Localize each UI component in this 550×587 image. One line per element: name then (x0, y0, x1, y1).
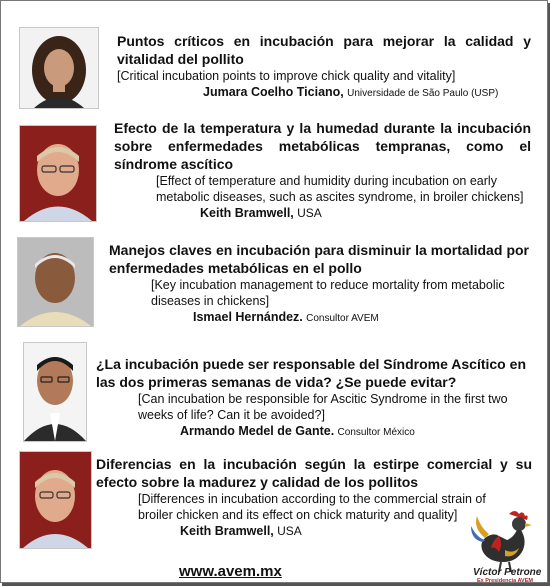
logo-name: Víctor Petrone (473, 567, 542, 578)
talk-3 (109, 241, 529, 327)
talk-speaker (117, 84, 531, 102)
talk-title: Manejos claves en incubación para disminuir la mortalidad por enfermedades metabólicas en el pollo (109, 242, 529, 276)
speaker-photo-5 (19, 451, 92, 549)
portrait-man-icon (24, 343, 86, 441)
talk-speaker (96, 523, 532, 539)
speaker-affiliation: Universidade de São Paulo (USP) (347, 88, 499, 99)
portrait-woman-icon (20, 28, 98, 108)
speaker-name: Keith Bramwell, (200, 206, 294, 220)
speaker-name: Jumara Coelho Ticiano, (203, 85, 344, 99)
portrait-man-icon (18, 238, 93, 326)
talk-subtitle: [Key incubation management to reduce mortality from metabolic diseases in chickens] (151, 278, 505, 308)
speaker-name: Keith Bramwell, (180, 524, 274, 538)
speaker-photo-3 (17, 237, 94, 327)
talk-1 (117, 32, 531, 102)
portrait-man-icon (20, 126, 96, 221)
speaker-photo-1 (19, 27, 99, 109)
talk-5 (96, 455, 532, 539)
talk-subtitle: [Critical incubation points to improve chick quality and vitality] (117, 69, 456, 83)
speaker-name: Armando Medel de Gante. (180, 424, 335, 438)
speaker-affiliation: USA (277, 524, 302, 538)
talk-subtitle: [Can incubation be responsible for Ascitic Syndrome in the first two weeks of life? Can it be avoided?] (138, 392, 508, 422)
talk-title: Efecto de la temperatura y la humedad durante la incubación sobre enfermedades metabólicas tempranas, como el síndrome ascítico (114, 120, 531, 172)
website-link[interactable]: www.avem.mx (179, 563, 282, 580)
talk-subtitle: [Differences in incubation according to the commercial strain of broiler chicken and its effect on chick maturity and quality] (138, 492, 486, 522)
logo-subtitle: Ex Presidencia AVEM (477, 578, 533, 584)
talk-title: Diferencias en la incubación según la estirpe comercial y su efecto sobre la madurez y calidad de los pollitos (96, 456, 532, 490)
speaker-affiliation: Consultor AVEM (306, 313, 379, 324)
talk-title: ¿La incubación puede ser responsable del Síndrome Ascítico en las dos primeras semanas de vida? ¿Se puede evitar? (96, 356, 526, 390)
talk-speaker (109, 309, 529, 327)
talk-speaker (96, 423, 526, 441)
speaker-affiliation: Consultor México (337, 427, 415, 438)
speaker-photo-2 (19, 125, 97, 222)
talk-speaker (114, 205, 531, 221)
speaker-affiliation: USA (297, 206, 322, 220)
speaker-photo-4 (23, 342, 87, 442)
talk-subtitle: [Effect of temperature and humidity during incubation on early metabolic diseases, such as ascites syndrome, in broiler chickens] (156, 174, 524, 204)
talk-2 (114, 119, 531, 221)
speaker-name: Ismael Hernández. (193, 310, 303, 324)
talk-title: Puntos críticos en incubación para mejorar la calidad y vitalidad del pollito (117, 33, 531, 67)
talk-4 (96, 355, 526, 441)
portrait-man-icon (20, 452, 91, 548)
